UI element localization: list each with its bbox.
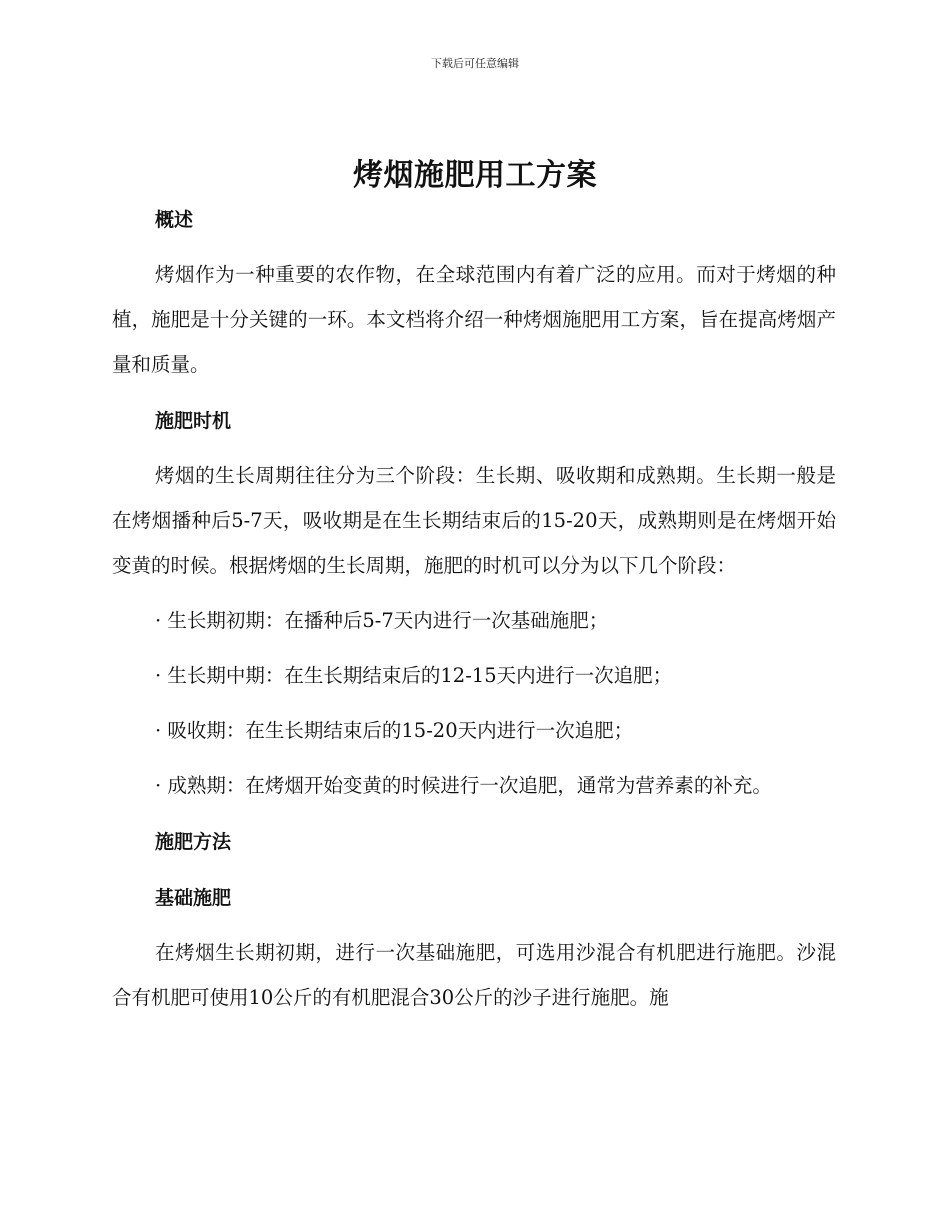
- paragraph-overview: 烤烟作为一种重要的农作物，在全球范围内有着广泛的应用。而对于烤烟的种植，施肥是十分关键的一环。本文档将介绍一种烤烟施肥用工方案，旨在提高烤烟产量和质量。: [112, 263, 836, 376]
- paragraph-base-fertilization: 在烤烟生长期初期，进行一次基础施肥，可选用沙混合有机肥进行施肥。沙混合有机肥可使用10公斤的有机肥混合30公斤的沙子进行施肥。施: [112, 941, 836, 1009]
- bullet-item: · 生长期中期：在生长期结束后的12-15天内进行一次追肥；: [155, 664, 673, 687]
- bullet-item: · 吸收期：在生长期结束后的15-20天内进行一次追肥；: [155, 719, 634, 742]
- section-heading-timing: 施肥时机: [155, 410, 232, 432]
- document-title: 烤烟施肥用工方案: [353, 158, 597, 193]
- section-heading-method: 施肥方法: [155, 831, 232, 853]
- bullet-item: · 生长期初期：在播种后5-7天内进行一次基础施肥；: [155, 609, 609, 632]
- section-heading-overview: 概述: [155, 209, 194, 231]
- subsection-heading-base-fertilization: 基础施肥: [155, 887, 232, 909]
- paragraph-timing: 烤烟的生长周期往往分为三个阶段：生长期、吸收期和成熟期。生长期一般是在烤烟播种后5-7天，吸收期是在生长期结束后的15-20天，成熟期则是在烤烟开始变黄的时候。根据烤烟的生长周期，施肥的时机可以分为以下几个阶段：: [112, 464, 836, 577]
- bullet-item: · 成熟期：在烤烟开始变黄的时候进行一次追肥，通常为营养素的补充。: [155, 774, 772, 797]
- page-header-note: 下载后可任意编辑: [431, 57, 519, 70]
- document-body: [112, 196, 836, 1030]
